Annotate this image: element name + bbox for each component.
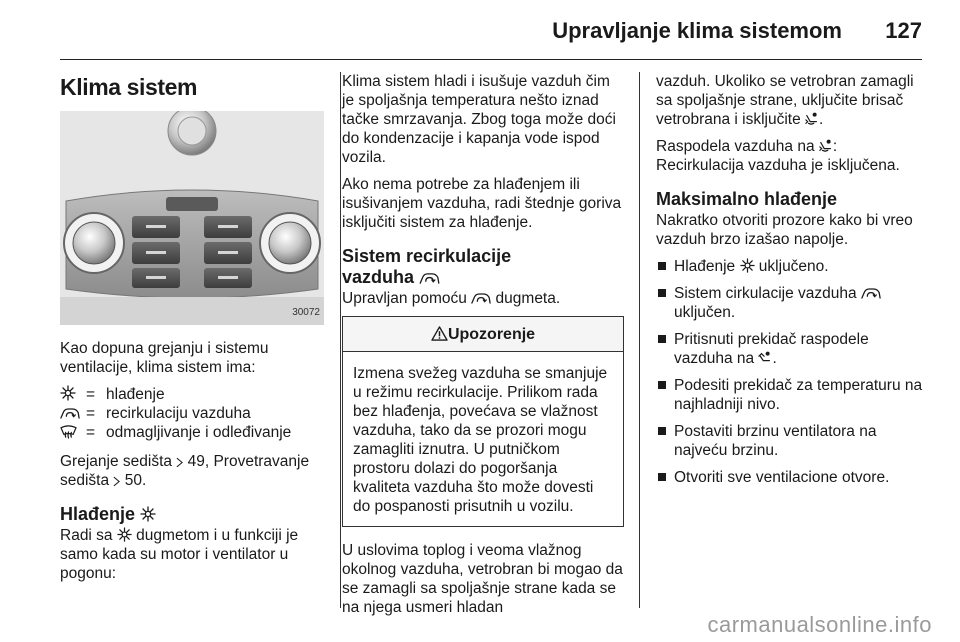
text-run: Recirkulacija vazduha je isključena. (656, 157, 900, 174)
snowflake-icon (117, 527, 132, 542)
paragraph (656, 137, 924, 175)
legend-equals: = (86, 424, 96, 441)
text-run: . (772, 350, 777, 367)
recirculation-heading (342, 246, 624, 288)
legend-row (60, 385, 326, 404)
recirculation-icon (60, 407, 80, 420)
text-run: : (832, 138, 838, 155)
warning-text: Izmena svežeg vazduha se smanjuje u režimu recirkulacije. Prilikom rada bez hlađenja, povećava se vlažnost vazduha, tako da se prozori mogu zamagliti iznutra. U putničkom prostoru dolazi do pogoršanja kvaliteta vazduha što može dovesti do pospanosti prisutnih u vozilu. (353, 365, 608, 515)
text-run: vazduh. Ukoliko se vetrobran zamagli sa spoljašnje strane, uključite brisač vetrobrana i isključite (656, 73, 914, 128)
air-distribution-icon (805, 112, 819, 126)
text-run: Hlađenje (674, 258, 740, 275)
text-run: Podesiti prekidač za temperaturu na najhladniji nivo. (674, 377, 923, 413)
heading-text: Sistem recirkulacije (342, 246, 512, 266)
climate-panel-illustration (60, 111, 324, 325)
list-item (656, 257, 924, 276)
legend-equals: = (86, 405, 96, 422)
legend-row (60, 423, 326, 442)
column-left (60, 72, 326, 591)
cooling-text (60, 526, 326, 583)
figure-number: 30072 (292, 307, 320, 318)
paragraph (656, 72, 924, 129)
page-number: 127 (885, 18, 922, 43)
warning-icon (431, 326, 448, 341)
text-run: uključeno. (754, 258, 829, 275)
snowflake-icon (140, 506, 156, 522)
header-title: Upravljanje klima sistemom (552, 18, 842, 43)
recirculation-icon (861, 287, 881, 300)
column-divider (340, 72, 341, 608)
column-middle (342, 72, 624, 625)
text-run: 49, Provetravanje sedišta (60, 453, 310, 489)
cooling-heading (60, 504, 326, 525)
text-run: Sistem cirkulacije vazduha (674, 285, 861, 302)
column-divider (639, 72, 640, 608)
intro-text: Kao dopuna grejanju i sistemu ventilacije, klima sistem ima: (60, 340, 269, 376)
warning-title: Upozorenje (447, 326, 536, 343)
text-run: Pritisnuti prekidač raspodele vazduha na (674, 331, 869, 367)
text-run: dugmeta. (491, 290, 561, 307)
list-item (656, 330, 924, 368)
legend-text: recirkulaciju vazduha (106, 405, 251, 422)
text-run: Radi sa (60, 527, 117, 544)
feature-legend (60, 385, 326, 442)
seats-reference (60, 452, 326, 490)
paragraph: Ako nema potrebe za hlađenjem ili isušivanjem vazduha, radi štednje goriva isključiti sistem za hlađenje. (342, 176, 622, 231)
list-item (656, 284, 924, 322)
page-header (60, 16, 922, 60)
heading-text: vazduha (342, 267, 420, 287)
air-distribution-icon (758, 351, 772, 365)
text-run: Grejanje sedišta (60, 453, 177, 470)
section-title: Klima sistem (60, 74, 198, 100)
recirculation-icon (471, 292, 491, 305)
max-cooling-heading: Maksimalno hlađenje (656, 189, 838, 209)
list-item (656, 422, 924, 460)
snowflake-icon (60, 385, 76, 401)
list-item (656, 468, 924, 487)
legend-text: odmagljivanje i odleđivanje (106, 424, 292, 441)
defog-icon (60, 424, 77, 439)
text-run: . (819, 111, 824, 128)
warning-header (343, 317, 623, 352)
text-run: 50. (120, 472, 147, 489)
text-run: Postaviti brzinu ventilatora na najveću brzinu. (674, 423, 877, 459)
paragraph: U uslovima toplog i veoma vlažnog okolnog vazduha, vetrobran bi mogao da se zamagli sa spoljašnje strane kada se na njega usmeri hladan (342, 542, 623, 616)
list-item (656, 376, 924, 414)
column-right (656, 72, 924, 495)
legend-row (60, 404, 326, 423)
warning-box (342, 316, 624, 527)
recirculation-icon (419, 272, 440, 285)
max-cooling-intro: Nakratko otvoriti prozore kako bi vreo vazduh brzo izašao napolje. (656, 212, 913, 248)
snowflake-icon (740, 258, 755, 273)
text-run: Upravljan pomoću (342, 290, 472, 307)
text-run: Otvoriti sve ventilacione otvore. (674, 469, 890, 486)
legend-text: hlađenje (106, 386, 165, 403)
climate-control-figure (60, 111, 324, 325)
text-run: Raspodela vazduha na (656, 138, 819, 155)
watermark: carmanualsonline.info (707, 612, 932, 637)
heading-text: Hlađenje (60, 504, 141, 524)
text-run: dugmetom i u funkciji je samo kada su motor i ventilator u pogonu: (60, 527, 299, 582)
max-cooling-steps (656, 257, 924, 487)
paragraph: Klima sistem hladi i isušuje vazduh čim je spoljašnja temperatura nešto iznad tačke smrzavanja. Zbog toga može doći do kondenzacije i kapanja vode ispod vozila. (342, 73, 616, 166)
legend-equals: = (86, 386, 96, 403)
air-distribution-icon (819, 139, 833, 153)
text-run: uključen. (674, 304, 736, 321)
recirculation-text (342, 289, 624, 308)
